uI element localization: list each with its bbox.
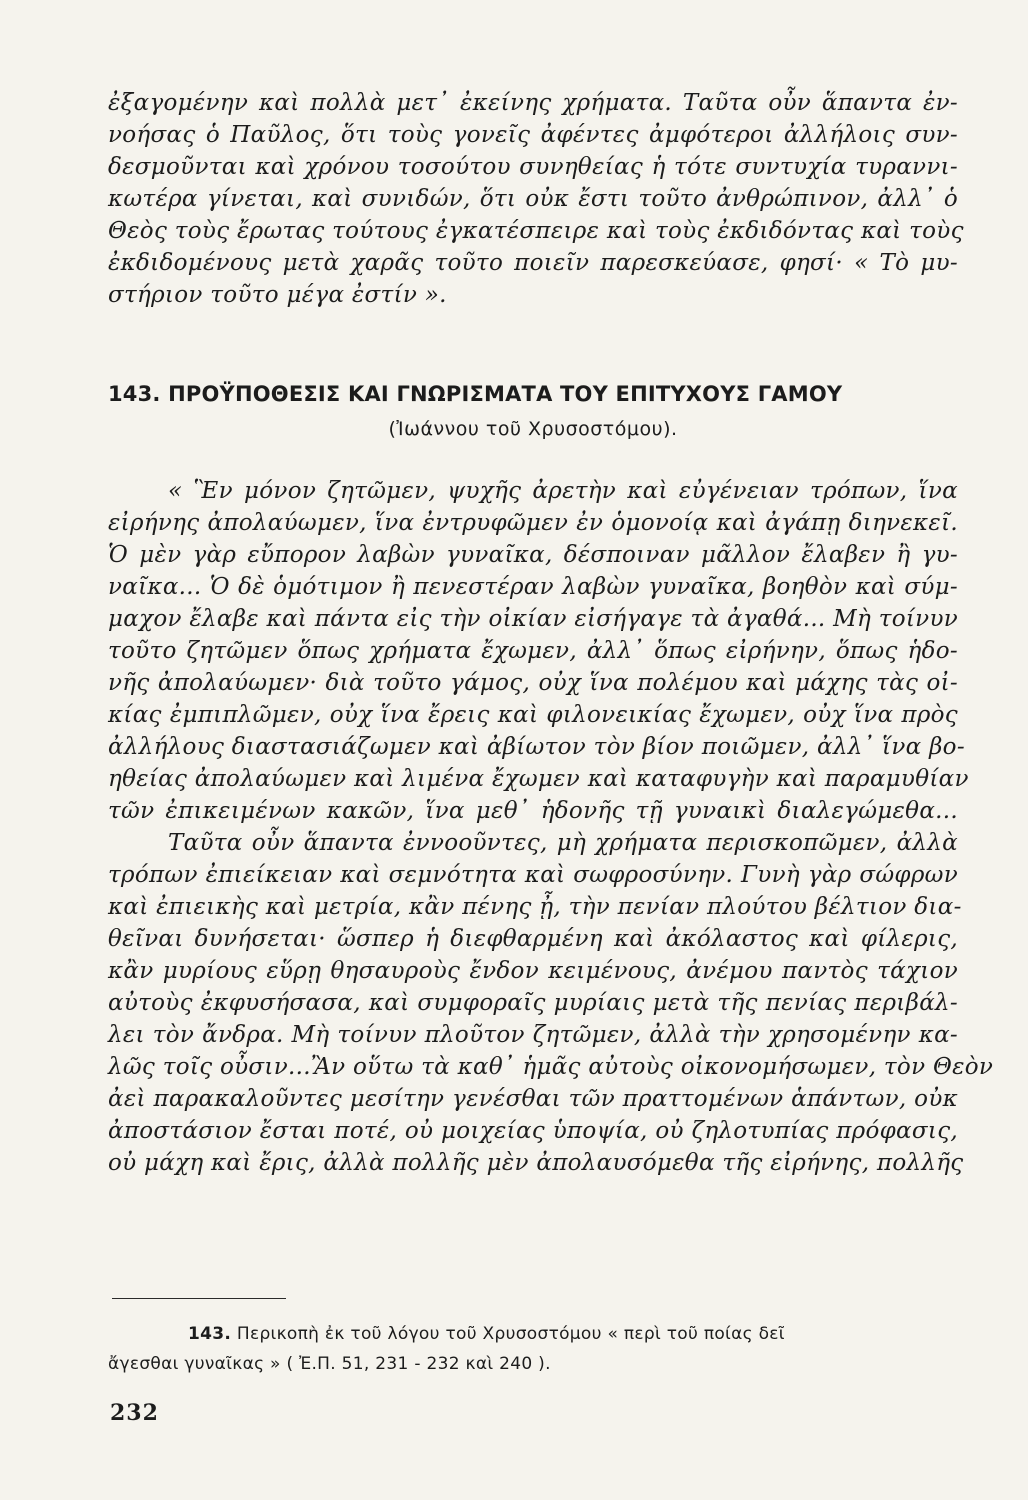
body-line: θεῖναι δυνήσεται· ὥσπερ ἡ διεφθαρμένη καὶ ἀκόλαστος καὶ φίλερις, <box>108 926 958 952</box>
body-line: κίας ἐμπιπλῶμεν, οὐχ ἵνα ἔρεις καὶ φιλονεικίας ἔχωμεν, οὐχ ἵνα πρὸς <box>108 702 958 728</box>
section-heading: 143. ΠΡΟΫΠΟΘΕΣΙΣ ΚΑΙ ΓΝΩΡΙΣΜΑΤΑ ΤΟΥ ΕΠΙΤΥΧΟΥΣ ΓΑΜΟΥ <box>108 382 843 406</box>
page-number: 232 <box>110 1400 159 1426</box>
footnote-line <box>108 1322 958 1346</box>
body-line: Ὁ μὲν γὰρ εὔπορον λαβὼν γυναῖκα, δέσποιναν μᾶλλον ἔλαβεν ἢ γυ- <box>108 542 958 568</box>
body-line: ναῖκα... Ὁ δὲ ὁμότιμον ἢ πενεστέραν λαβὼν γυναῖκα, βοηθὸν καὶ σύμ- <box>108 574 958 600</box>
body-line: ἐκδιδομένους μετὰ χαρᾶς τοῦτο ποιεῖν παρεσκεύασε, φησί· « Τὸ μυ- <box>108 250 958 276</box>
body-line: μαχον ἔλαβε καὶ πάντα εἰς τὴν οἰκίαν εἰσήγαγε τὰ ἀγαθά... Μὴ τοίνυν <box>108 606 959 632</box>
footnote-line: ἄγεσθαι γυναῖκας » ( Ἐ.Π. 51, 231 - 232 καὶ 240 ). <box>108 1354 551 1374</box>
body-line: τοῦτο ζητῶμεν ὅπως χρήματα ἔχωμεν, ἀλλ᾽ ὅπως εἰρήνην, ὅπως ἡδο- <box>108 638 958 664</box>
footnote-text: Περικοπὴ ἐκ τοῦ λόγου τοῦ Χρυσοστόμου « περὶ τοῦ ποίας δεῖ <box>236 1324 785 1344</box>
body-line: νῆς ἀπολαύωμεν· διὰ τοῦτο γάμος, οὐχ ἵνα πολέμου καὶ μάχης τὰς οἰ- <box>108 670 958 696</box>
body-line: δεσμοῦνται καὶ χρόνου τοσούτου συνηθείας ἡ τότε συντυχία τυραννι- <box>108 154 958 180</box>
body-line: κἂν μυρίους εὕρῃ θησαυροὺς ἔνδον κειμένους, ἀνέμου παντὸς τάχιον <box>108 958 958 984</box>
body-line: τρόπων ἐπιείκειαν καὶ σεμνότητα καὶ σωφροσύνην. Γυνὴ γὰρ σώφρων <box>108 862 958 888</box>
body-line: ἀποστάσιον ἔσται ποτέ, οὐ μοιχείας ὑποψία, οὐ ζηλοτυπίας πρόφασις, <box>108 1118 958 1144</box>
body-line: καὶ ἐπιεικὴς καὶ μετρία, κἂν πένης ᾖ, τὴν πενίαν πλούτου βέλτιον δια- <box>108 894 962 920</box>
body-line: ἀεὶ παρακαλοῦντες μεσίτην γενέσθαι τῶν πραττομένων ἁπάντων, οὐκ <box>108 1086 958 1112</box>
footnote-rule <box>112 1298 286 1299</box>
body-line: ἀλλήλους διαστασιάζωμεν καὶ ἀβίωτον τὸν βίον ποιῶμεν, ἀλλ᾽ ἵνα βο- <box>108 734 965 760</box>
body-line: Ταῦτα οὖν ἅπαντα ἐννοοῦντες, μὴ χρήματα περισκοπῶμεν, ἀλλὰ <box>168 830 958 856</box>
body-line: κωτέρα γίνεται, καὶ συνιδών, ὅτι οὐκ ἔστι τοῦτο ἀνθρώπινον, ἀλλ᾽ ὁ <box>108 186 958 212</box>
footnote-number: 143. <box>188 1324 232 1344</box>
body-line: λῶς τοῖς οὖσιν...Ἂν οὕτω τὰ καθ᾽ ἡμᾶς αὐτοὺς οἰκονομήσωμεν, τὸν Θεὸν <box>108 1054 994 1080</box>
body-line: ἐξαγομένην καὶ πολλὰ μετ᾽ ἐκείνης χρήματα. Ταῦτα οὖν ἅπαντα ἐν- <box>108 90 958 116</box>
body-line: λει τὸν ἄνδρα. Μὴ τοίνυν πλοῦτον ζητῶμεν, ἀλλὰ τὴν χρησομένην κα- <box>108 1022 958 1048</box>
body-line: οὐ μάχη καὶ ἔρις, ἀλλὰ πολλῆς μὲν ἀπολαυσόμεθα τῆς εἰρήνης, πολλῆς <box>108 1150 964 1176</box>
body-line: νοήσας ὁ Παῦλος, ὅτι τοὺς γονεῖς ἀφέντες ἀμφότεροι ἀλλήλοις συν- <box>108 122 958 148</box>
body-line: « Ἓν μόνον ζητῶμεν, ψυχῆς ἀρετὴν καὶ εὐγένειαν τρόπων, ἵνα <box>168 478 958 504</box>
body-line: εἰρήνης ἀπολαύωμεν, ἵνα ἐντρυφῶμεν ἐν ὁμονοίᾳ καὶ ἀγάπῃ διηνεκεῖ. <box>108 510 958 536</box>
body-line: αὐτοὺς ἐκφυσήσασα, καὶ συμφοραῖς μυρίαις μετὰ τῆς πενίας περιβάλ- <box>108 990 958 1016</box>
body-line: τῶν ἐπικειμένων κακῶν, ἵνα μεθ᾽ ἡδονῆς τῇ γυναικὶ διαλεγώμεθα... <box>108 798 958 824</box>
body-line: ηθείας ἀπολαύωμεν καὶ λιμένα ἔχωμεν καὶ καταφυγὴν καὶ παραμυθίαν <box>108 766 969 792</box>
body-line: στήριον τοῦτο μέγα ἐστίν ». <box>108 282 447 308</box>
body-line: Θεὸς τοὺς ἔρωτας τούτους ἐγκατέσπειρε καὶ τοὺς ἐκδιδόντας καὶ τοὺς <box>108 218 964 244</box>
section-subheading: (Ἰωάννου τοῦ Χρυσοστόμου). <box>388 418 678 440</box>
